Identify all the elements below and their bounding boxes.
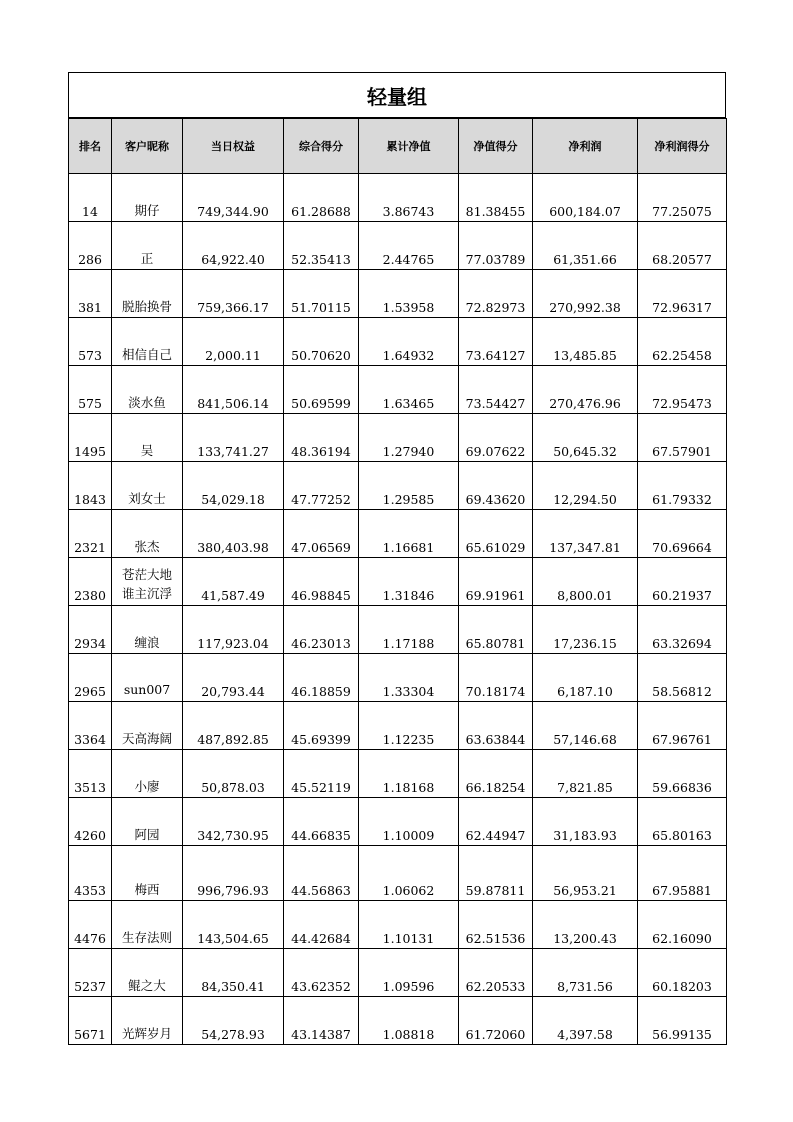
total-score-cell: 43.62352 <box>284 949 359 997</box>
header-row <box>69 119 727 174</box>
equity-cell: 487,892.85 <box>183 702 284 750</box>
rank-cell: 5671 <box>69 997 112 1045</box>
nickname-cell: 正 <box>112 222 183 270</box>
net-value-cell: 1.31846 <box>359 558 459 606</box>
header-equity: 当日权益 <box>183 119 284 174</box>
equity-cell: 841,506.14 <box>183 366 284 414</box>
equity-cell: 342,730.95 <box>183 798 284 846</box>
net-profit-score-cell: 63.32694 <box>638 606 727 654</box>
nickname-cell: 张杰 <box>112 510 183 558</box>
nickname-cell: 梅西 <box>112 846 183 901</box>
net-profit-score-cell: 56.99135 <box>638 997 727 1045</box>
nickname-cell: sun007 <box>112 654 183 702</box>
nickname-cell: 淡水鱼 <box>112 366 183 414</box>
total-score-cell: 51.70115 <box>284 270 359 318</box>
rank-cell: 286 <box>69 222 112 270</box>
net-profit-score-cell: 67.95881 <box>638 846 727 901</box>
table-row <box>69 901 727 949</box>
net-profit-cell: 12,294.50 <box>533 462 638 510</box>
table-row <box>69 997 727 1045</box>
table-row <box>69 558 727 606</box>
total-score-cell: 45.69399 <box>284 702 359 750</box>
ranking-sheet <box>68 72 726 1045</box>
net-profit-score-cell: 62.25458 <box>638 318 727 366</box>
equity-cell: 84,350.41 <box>183 949 284 997</box>
nickname-cell: 阿园 <box>112 798 183 846</box>
nickname-cell: 吴 <box>112 414 183 462</box>
net-value-score-cell: 66.18254 <box>459 750 533 798</box>
table-row <box>69 949 727 997</box>
net-value-score-cell: 69.91961 <box>459 558 533 606</box>
table-row <box>69 318 727 366</box>
net-profit-score-cell: 77.25075 <box>638 174 727 222</box>
net-value-cell: 1.06062 <box>359 846 459 901</box>
table-row <box>69 222 727 270</box>
rank-cell: 2934 <box>69 606 112 654</box>
rank-cell: 2965 <box>69 654 112 702</box>
net-profit-score-cell: 67.96761 <box>638 702 727 750</box>
total-score-cell: 46.18859 <box>284 654 359 702</box>
net-profit-score-cell: 72.96317 <box>638 270 727 318</box>
net-value-cell: 1.12235 <box>359 702 459 750</box>
table-row <box>69 366 727 414</box>
net-profit-cell: 13,485.85 <box>533 318 638 366</box>
net-profit-cell: 270,476.96 <box>533 366 638 414</box>
equity-cell: 41,587.49 <box>183 558 284 606</box>
net-value-cell: 1.17188 <box>359 606 459 654</box>
table-row <box>69 462 727 510</box>
table-row <box>69 846 727 901</box>
equity-cell: 380,403.98 <box>183 510 284 558</box>
rank-cell: 575 <box>69 366 112 414</box>
table-body <box>69 174 727 1045</box>
equity-cell: 133,741.27 <box>183 414 284 462</box>
nickname-cell: 生存法则 <box>112 901 183 949</box>
nickname-cell: 小廖 <box>112 750 183 798</box>
equity-cell: 54,029.18 <box>183 462 284 510</box>
rank-cell: 3364 <box>69 702 112 750</box>
net-profit-cell: 6,187.10 <box>533 654 638 702</box>
rank-cell: 14 <box>69 174 112 222</box>
table-row <box>69 270 727 318</box>
net-value-cell: 1.33304 <box>359 654 459 702</box>
net-value-cell: 1.10131 <box>359 901 459 949</box>
net-profit-cell: 61,351.66 <box>533 222 638 270</box>
header-net-profit-score: 净利润得分 <box>638 119 727 174</box>
net-value-cell: 1.27940 <box>359 414 459 462</box>
nickname-cell: 光辉岁月 <box>112 997 183 1045</box>
nickname-cell: 缠浪 <box>112 606 183 654</box>
net-value-cell: 1.53958 <box>359 270 459 318</box>
table-row <box>69 702 727 750</box>
rank-cell: 1843 <box>69 462 112 510</box>
net-profit-cell: 270,992.38 <box>533 270 638 318</box>
net-value-score-cell: 70.18174 <box>459 654 533 702</box>
total-score-cell: 43.14387 <box>284 997 359 1045</box>
equity-cell: 759,366.17 <box>183 270 284 318</box>
equity-cell: 54,278.93 <box>183 997 284 1045</box>
net-value-cell: 2.44765 <box>359 222 459 270</box>
net-value-score-cell: 81.38455 <box>459 174 533 222</box>
total-score-cell: 52.35413 <box>284 222 359 270</box>
net-value-score-cell: 77.03789 <box>459 222 533 270</box>
net-profit-cell: 4,397.58 <box>533 997 638 1045</box>
equity-cell: 117,923.04 <box>183 606 284 654</box>
total-score-cell: 47.77252 <box>284 462 359 510</box>
nickname-cell: 天高海阔 <box>112 702 183 750</box>
header-total-score: 综合得分 <box>284 119 359 174</box>
total-score-cell: 46.23013 <box>284 606 359 654</box>
total-score-cell: 50.69599 <box>284 366 359 414</box>
net-profit-score-cell: 61.79332 <box>638 462 727 510</box>
net-profit-cell: 8,800.01 <box>533 558 638 606</box>
net-value-score-cell: 59.87811 <box>459 846 533 901</box>
net-profit-cell: 50,645.32 <box>533 414 638 462</box>
net-profit-cell: 17,236.15 <box>533 606 638 654</box>
total-score-cell: 47.06569 <box>284 510 359 558</box>
net-profit-cell: 8,731.56 <box>533 949 638 997</box>
net-value-cell: 1.64932 <box>359 318 459 366</box>
net-value-cell: 1.09596 <box>359 949 459 997</box>
equity-cell: 64,922.40 <box>183 222 284 270</box>
net-profit-score-cell: 72.95473 <box>638 366 727 414</box>
net-profit-score-cell: 65.80163 <box>638 798 727 846</box>
table-row <box>69 606 727 654</box>
net-value-score-cell: 72.82973 <box>459 270 533 318</box>
nickname-cell: 刘女士 <box>112 462 183 510</box>
net-profit-cell: 600,184.07 <box>533 174 638 222</box>
table-row <box>69 654 727 702</box>
net-value-cell: 1.10009 <box>359 798 459 846</box>
net-profit-cell: 56,953.21 <box>533 846 638 901</box>
equity-cell: 20,793.44 <box>183 654 284 702</box>
net-profit-cell: 7,821.85 <box>533 750 638 798</box>
rank-cell: 4260 <box>69 798 112 846</box>
rank-cell: 4353 <box>69 846 112 901</box>
net-profit-score-cell: 60.21937 <box>638 558 727 606</box>
equity-cell: 749,344.90 <box>183 174 284 222</box>
total-score-cell: 44.66835 <box>284 798 359 846</box>
nickname-cell: 期仔 <box>112 174 183 222</box>
equity-cell: 996,796.93 <box>183 846 284 901</box>
net-value-score-cell: 62.20533 <box>459 949 533 997</box>
net-profit-cell: 31,183.93 <box>533 798 638 846</box>
total-score-cell: 50.70620 <box>284 318 359 366</box>
header-nickname: 客户昵称 <box>112 119 183 174</box>
net-value-cell: 1.63465 <box>359 366 459 414</box>
net-value-score-cell: 65.80781 <box>459 606 533 654</box>
net-profit-score-cell: 60.18203 <box>638 949 727 997</box>
total-score-cell: 44.56863 <box>284 846 359 901</box>
net-profit-score-cell: 62.16090 <box>638 901 727 949</box>
table-row <box>69 750 727 798</box>
total-score-cell: 46.98845 <box>284 558 359 606</box>
table-row <box>69 798 727 846</box>
sheet-title: 轻量组 <box>68 72 726 118</box>
equity-cell: 50,878.03 <box>183 750 284 798</box>
net-profit-cell: 57,146.68 <box>533 702 638 750</box>
total-score-cell: 44.42684 <box>284 901 359 949</box>
net-profit-score-cell: 59.66836 <box>638 750 727 798</box>
net-profit-cell: 13,200.43 <box>533 901 638 949</box>
net-value-score-cell: 73.64127 <box>459 318 533 366</box>
net-value-score-cell: 69.07622 <box>459 414 533 462</box>
table-row <box>69 414 727 462</box>
net-value-score-cell: 62.51536 <box>459 901 533 949</box>
header-net-value-score: 净值得分 <box>459 119 533 174</box>
nickname-cell: 相信自己 <box>112 318 183 366</box>
total-score-cell: 45.52119 <box>284 750 359 798</box>
net-value-cell: 1.16681 <box>359 510 459 558</box>
net-value-cell: 1.18168 <box>359 750 459 798</box>
nickname-cell: 脱胎换骨 <box>112 270 183 318</box>
equity-cell: 143,504.65 <box>183 901 284 949</box>
equity-cell: 2,000.11 <box>183 318 284 366</box>
table-row <box>69 510 727 558</box>
net-value-score-cell: 65.61029 <box>459 510 533 558</box>
rank-cell: 381 <box>69 270 112 318</box>
net-value-score-cell: 61.72060 <box>459 997 533 1045</box>
total-score-cell: 48.36194 <box>284 414 359 462</box>
net-value-score-cell: 63.63844 <box>459 702 533 750</box>
nickname-cell: 苍茫大地谁主沉浮 <box>112 558 183 606</box>
net-value-score-cell: 73.54427 <box>459 366 533 414</box>
rank-cell: 2321 <box>69 510 112 558</box>
net-profit-score-cell: 68.20577 <box>638 222 727 270</box>
ranking-table <box>68 118 727 1045</box>
header-net-value: 累计净值 <box>359 119 459 174</box>
rank-cell: 573 <box>69 318 112 366</box>
header-rank: 排名 <box>69 119 112 174</box>
net-value-cell: 1.29585 <box>359 462 459 510</box>
net-profit-score-cell: 70.69664 <box>638 510 727 558</box>
header-net-profit: 净利润 <box>533 119 638 174</box>
rank-cell: 2380 <box>69 558 112 606</box>
rank-cell: 4476 <box>69 901 112 949</box>
nickname-cell: 鲲之大 <box>112 949 183 997</box>
total-score-cell: 61.28688 <box>284 174 359 222</box>
net-profit-cell: 137,347.81 <box>533 510 638 558</box>
net-value-cell: 3.86743 <box>359 174 459 222</box>
rank-cell: 5237 <box>69 949 112 997</box>
net-value-score-cell: 69.43620 <box>459 462 533 510</box>
table-row <box>69 174 727 222</box>
net-profit-score-cell: 58.56812 <box>638 654 727 702</box>
rank-cell: 1495 <box>69 414 112 462</box>
net-profit-score-cell: 67.57901 <box>638 414 727 462</box>
rank-cell: 3513 <box>69 750 112 798</box>
net-value-score-cell: 62.44947 <box>459 798 533 846</box>
net-value-cell: 1.08818 <box>359 997 459 1045</box>
